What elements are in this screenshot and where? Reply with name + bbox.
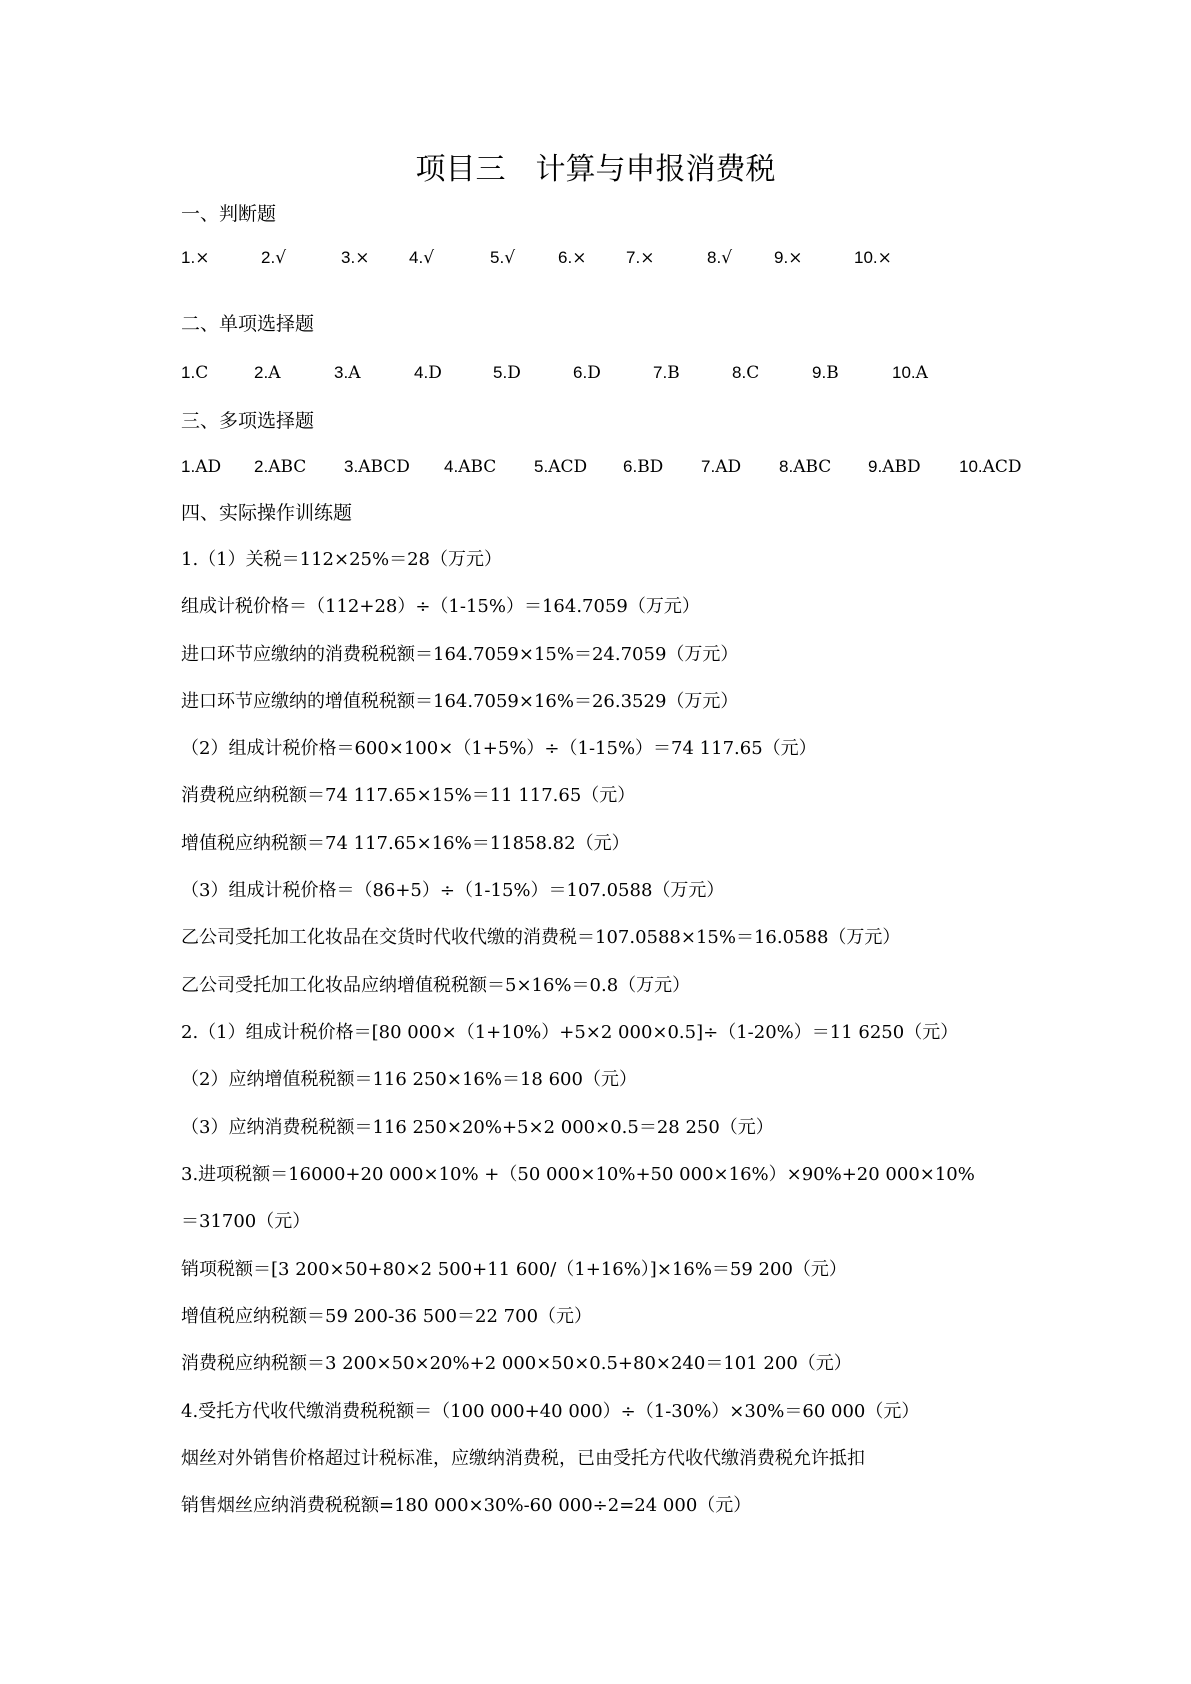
answer-item: 1.AD [181, 457, 222, 477]
answer-item: 9.B [812, 363, 839, 383]
practice-line: 进口环节应缴纳的增值税税额＝164.7059×16%＝26.3529（万元） [181, 691, 739, 712]
practice-line: 组成计税价格＝（112+28）÷（1-15%）＝164.7059（万元） [181, 596, 700, 617]
answer-item: 4.ABC [444, 457, 497, 477]
practice-line: （2）组成计税价格＝600×100×（1+5%）÷（1-15%）＝74 117.65（元） [181, 738, 817, 759]
answer-item: 3.× [341, 248, 370, 268]
practice-line: 1.（1）关税＝112×25%＝28（万元） [181, 549, 502, 570]
practice-line: ＝31700（元） [181, 1211, 311, 1232]
answer-item: 9.× [774, 248, 803, 268]
practice-line: （3）组成计税价格＝（86+5）÷（1-15%）＝107.0588（万元） [181, 880, 725, 901]
answer-item: 1.C [181, 363, 209, 383]
answer-item: 5.√ [490, 248, 516, 268]
practice-line: 2.（1）组成计税价格＝[80 000×（1+10%）+5×2 000×0.5]÷（1-20%）＝11 6250（元） [181, 1022, 959, 1043]
section-heading-practice: 四、实际操作训练题 [181, 502, 353, 524]
practice-line: 进口环节应缴纳的消费税税额＝164.7059×15%＝24.7059（万元） [181, 644, 739, 665]
answer-item: 6.BD [623, 457, 664, 477]
answer-item: 10.ACD [959, 457, 1022, 477]
section-heading-multiple: 三、多项选择题 [181, 410, 315, 432]
answer-item: 4.D [414, 363, 442, 383]
answer-item: 4.√ [409, 248, 435, 268]
answer-item: 5.D [493, 363, 521, 383]
answer-item: 8.ABC [779, 457, 832, 477]
answer-item: 7.× [626, 248, 655, 268]
practice-line: 乙公司受托加工化妆品在交货时代收代缴的消费税＝107.0588×15%＝16.0588（万元） [181, 927, 901, 948]
answer-item: 3.A [334, 363, 361, 383]
answer-row-multiple [181, 453, 1081, 481]
answer-item: 2.ABC [254, 457, 307, 477]
practice-line: 销项税额＝[3 200×50+80×2 500+11 600/（1+16%）]×16%＝59 200（元） [181, 1259, 847, 1280]
answer-item: 6.D [573, 363, 601, 383]
answer-item: 9.ABD [868, 457, 921, 477]
practice-line: 消费税应纳税额＝3 200×50×20%+2 000×50×0.5+80×240＝101 200（元） [181, 1353, 852, 1374]
answer-item: 10.× [854, 248, 892, 268]
practice-line: 销售烟丝应纳消费税税额=180 000×30%-60 000÷2=24 000（元） [181, 1495, 752, 1516]
answer-item: 7.AD [701, 457, 742, 477]
practice-line: 增值税应纳税额＝59 200-36 500＝22 700（元） [181, 1306, 593, 1327]
answer-item: 2.A [254, 363, 281, 383]
answer-item: 10.A [892, 363, 928, 383]
answer-item: 3.ABCD [344, 457, 410, 477]
practice-line: 乙公司受托加工化妆品应纳增值税税额＝5×16%＝0.8（万元） [181, 975, 691, 996]
section-heading-judgment: 一、判断题 [181, 203, 277, 225]
practice-line: 4.受托方代收代缴消费税税额＝（100 000+40 000）÷（1-30%）×30%＝60 000（元） [181, 1401, 920, 1422]
answer-item: 5.ACD [534, 457, 588, 477]
answer-row-single [181, 359, 1081, 387]
answer-item: 7.B [653, 363, 680, 383]
answer-item: 6.× [558, 248, 587, 268]
answer-row-judgment [181, 244, 1081, 272]
page-title: 项目三 计算与申报消费税 [415, 152, 776, 187]
practice-line: （2）应纳增值税税额＝116 250×16%＝18 600（元） [181, 1069, 637, 1090]
answer-item: 2.√ [261, 248, 287, 268]
practice-line: （3）应纳消费税税额＝116 250×20%+5×2 000×0.5＝28 250（元） [181, 1117, 774, 1138]
practice-line: 增值税应纳税额＝74 117.65×16%＝11858.82（元） [181, 833, 630, 854]
answer-item: 8.√ [707, 248, 733, 268]
practice-line: 3.进项税额＝16000+20 000×10% +（50 000×10%+50 000×16%）×90%+20 000×10% [181, 1164, 975, 1185]
answer-item: 8.C [732, 363, 760, 383]
practice-line: 消费税应纳税额＝74 117.65×15%＝11 117.65（元） [181, 785, 636, 806]
section-heading-single: 二、单项选择题 [181, 313, 315, 335]
answer-item: 1.× [181, 248, 210, 268]
practice-line: 烟丝对外销售价格超过计税标准，应缴纳消费税，已由受托方代收代缴消费税允许抵扣 [181, 1448, 865, 1469]
